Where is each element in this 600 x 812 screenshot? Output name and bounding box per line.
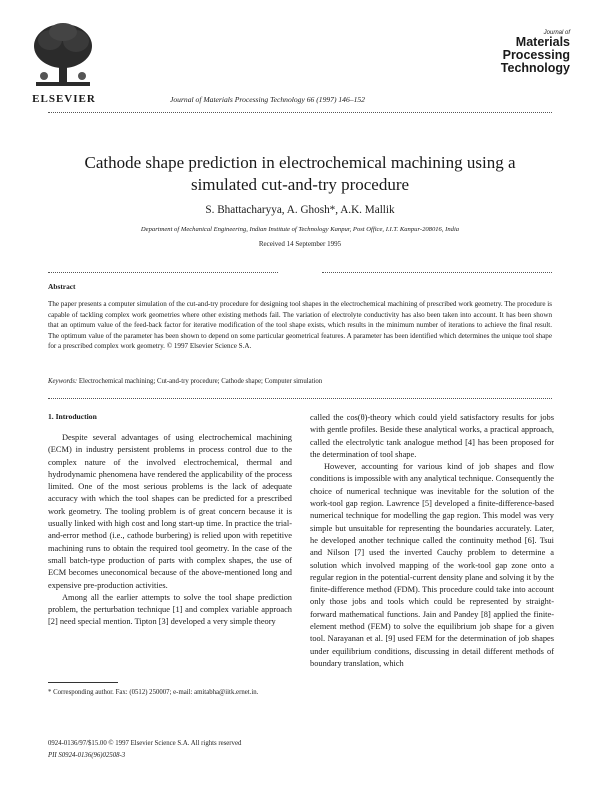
authors: S. Bhattacharyya, A. Ghosh*, A.K. Mallik [205, 204, 395, 216]
title-line: Cathode shape prediction in electrochemical machining using a [84, 153, 516, 172]
footnote-rule [48, 682, 118, 683]
journal-name-line: Technology [500, 61, 570, 75]
corresponding-author-footnote: * Corresponding author. Fax: (0512) 250007; e-mail: amitabha@iitk.ernet.in. [48, 689, 259, 696]
abstract-divider [48, 398, 552, 399]
abstract-text: The paper presents a computer simulation of the cut-and-try procedure for designing tool shapes in the electrochemical machining of prescribed work geometry. The procedure is capable of tackling complex work geometries where other existing methods fail. The variation of electrolyte conductivity has also been taken into account. It has been shown that an optimum value of the feed-back factor for iterative modification of the tool shape exists, which results in the minimum number of iterations to achieve the final result. The optimum value of the parameter has been shown to depend on some particular geometrical features. A parameter has been identified which determines the unique tool shape for a prescribed complex work geometry. © 1997 Elsevier Science S.A. [48, 300, 552, 350]
affiliation: Department of Mechanical Engineering, Indian Institute of Technology Kanpur, Post Office, I.I.T. Kanpur-208016, India [140, 226, 460, 233]
journal-masthead [470, 30, 570, 75]
keywords-list: Electrochemical machining; Cut-and-try procedure; Cathode shape; Computer simulation [78, 378, 323, 385]
publisher-name: ELSEVIER [32, 93, 96, 105]
header-divider [48, 112, 552, 113]
body-paragraph: However, accounting for various kind of job shapes and flow conditions is impossible with any analytical technique. Consequently the choice of numerical technique was inevitable for the solution of the work-tool gap region. Lawrence [5] developed a finite-difference-based numerical technique for modelling the gap region. This model was very simple but unsuitable for representing the boundaries accurately. Later, he developed another technique called the continuity method [6]. Tsui and Nilson [7] used the inverted Cauchy problem to determine a solution which involved mapping of the work-tool gap zone onto a regular region in the potential-current density plane and solving it by the finite-difference method (FDM). This procedure could take into account only those jobs and tools which could be represented by straight-forward mathematical functions. Jain and Pandey [8] applied the finite-element method (FEM) to solve the equilibrium job shape for a given tool. Narayanan et al. [9] used FEM for the determination of job shapes under equilibrium conditions, discussing in detail different methods of boundary translation, which [310, 462, 554, 668]
journal-name-line: Materials [515, 35, 570, 49]
divider-right [322, 272, 552, 273]
elsevier-tree-logo [30, 20, 96, 92]
divider-left [48, 272, 278, 273]
left-column [48, 432, 292, 629]
keywords-label: Keywords: [48, 378, 78, 385]
journal-name-line: Processing [502, 48, 570, 62]
section-heading: 1. Introduction [48, 412, 97, 421]
abstract-heading: Abstract [48, 282, 76, 291]
title-line: simulated cut-and-try procedure [190, 175, 410, 194]
journal-small-label: Journal of [543, 30, 570, 36]
keywords [48, 378, 552, 385]
body-paragraph: Among all the earlier attempts to solve the tool shape prediction problem, the perturbation technique [1] and complex variable approach [2] need special mention. Tipton [3] developed a very simple theory [48, 592, 292, 627]
body-paragraph: Despite several advantages of using electrochemical machining (ECM) in industry persistent problems in process control due to the complex nature of the involved electrochemical, thermal and hydrodynamic phenomena have rendered the applicability of the process limited. One of the most serious problems is the lack of adequate accuracy with which the tool shapes can be predicted for a prescribed work geometry. The tooling problem is of great concern because it is usually linked with high cost and long start-up time. In practice the trial-and-error method (i.e., cathode burbering) is relied upon with repetitive machining runs to obtain the required tool geometry. In the case of the small batch-type production of parts with complex shapes, the use of ECM becomes uneconomical because of the above-mentioned long and expensive pre-production activities. [48, 433, 292, 590]
right-column [310, 412, 554, 670]
article-title [40, 152, 560, 196]
issn-line: 0924-0136/97/$15.00 © 1997 Elsevier Science S.A. All rights reserved [48, 740, 242, 747]
running-head: Journal of Materials Processing Technology 66 (1997) 146–152 [170, 95, 365, 104]
pii-line: PII S0924-0136(96)02508-3 [48, 752, 126, 759]
received-date: Received 14 September 1995 [258, 240, 342, 248]
body-paragraph: called the cos(θ)-theory which could yield satisfactory results for jobs with gentle profiles. Beside these analytical works, a practical approach, called the electrolytic tank analogue method [4] has been proposed for the determination of tool shape. [310, 413, 554, 459]
